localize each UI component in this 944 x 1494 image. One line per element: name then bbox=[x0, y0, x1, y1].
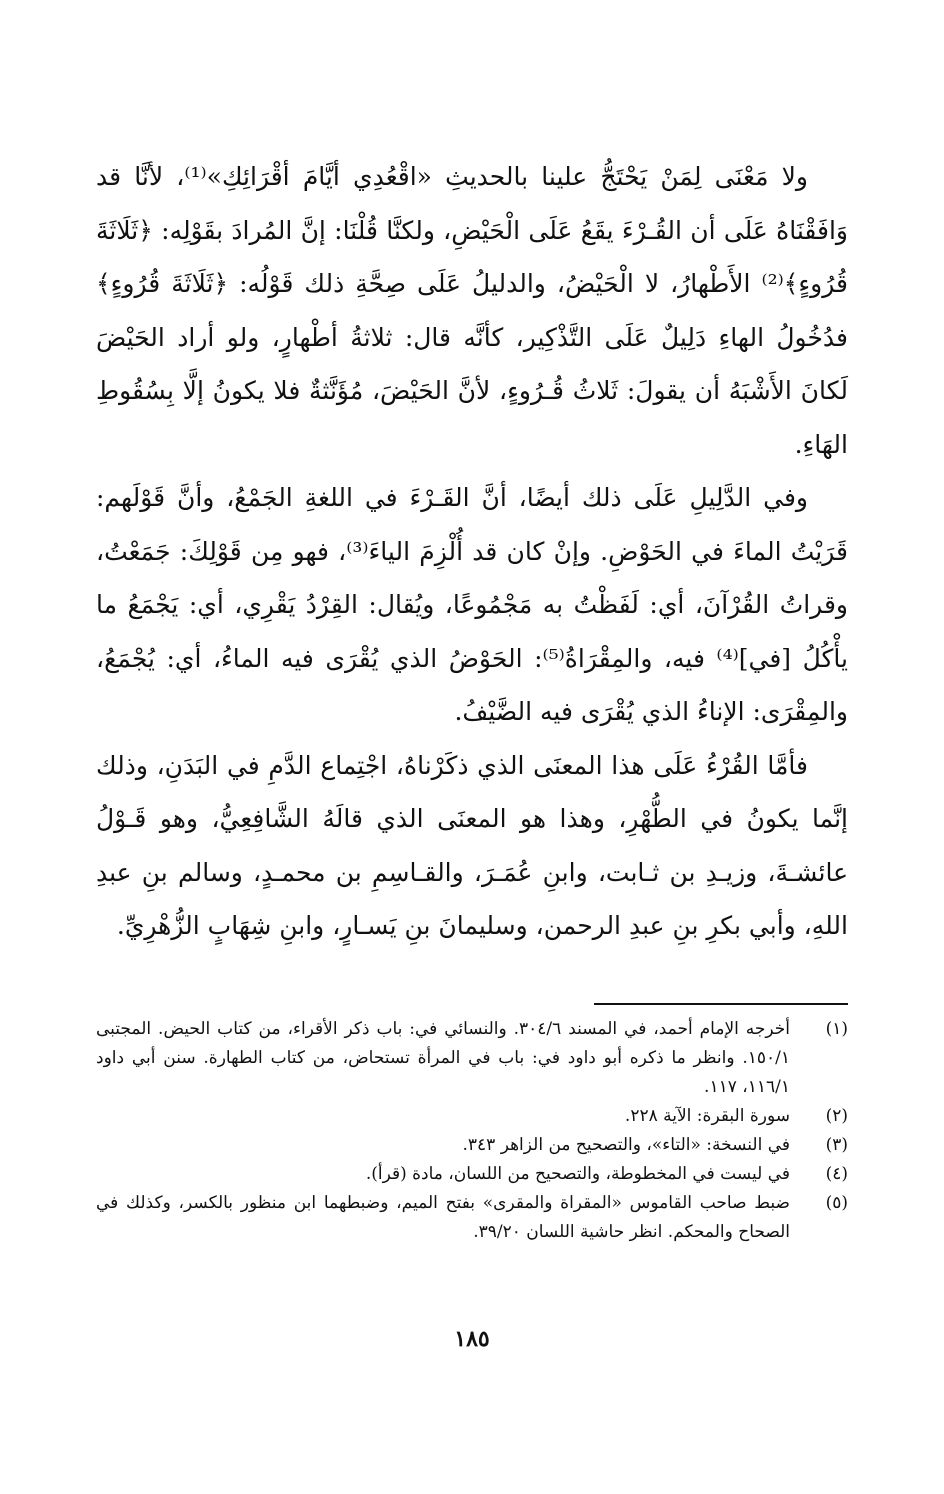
footnote-number: (١) bbox=[825, 1019, 848, 1039]
footnote-number: (٥) bbox=[825, 1193, 848, 1213]
footnote-text: سورة البقرة: الآية ٢٢٨. bbox=[624, 1106, 790, 1126]
page-number: ١٨٥ bbox=[454, 1326, 490, 1352]
footnotes bbox=[96, 1015, 848, 1247]
footnote-5 bbox=[96, 1189, 848, 1247]
footnote-3 bbox=[96, 1131, 848, 1160]
paragraph-1: ولا مَعْنَى لِمَنْ يَحْتَجُّ علينا بالحديثِ «اقْعُدِي أيَّامَ أقْرَائِكِ»⁽¹⁾، لأنَّا قد وَافَقْنَاهُ عَلَى أن القُـرْءَ يقَعُ عَلَى الْحَيْضِ، ولكنَّا قُلْنَا: إنَّ المُرادَ بقَوْلِه: ﴿ثَلَاثَةَ قُرُوءٍ﴾⁽²⁾ الأَطْهارُ، لا الْحَيْضُ، والدليلُ عَلَى صِحَّةِ ذلك قَوْلُه: ﴿ثَلَاثَةَ قُرُوءٍ﴾ فدُخُولُ الهاءِ دَلِيلٌ عَلَى التَّذْكِير، كأنَّه قال: ثلاثةُ أطْهارٍ، ولو أراد الحَيْضَ لَكانَ الأَشْبَهُ أن يقولَ: ثَلاثُ قُـرُوءٍ، لأنَّ الحَيْضَ، مُؤَنَّثةٌ فلا يكونُ إلَّا بِسُقُوطِ الهَاءِ. bbox=[96, 162, 848, 459]
footnote-separator bbox=[594, 1003, 848, 1005]
footnote-number: (٣) bbox=[825, 1135, 848, 1155]
main-text bbox=[96, 150, 848, 953]
footnote-2 bbox=[96, 1102, 848, 1131]
paragraph-2: وفي الدَّلِيلِ عَلَى ذلك أيضًا، أنَّ القَـرْءَ في اللغةِ الجَمْعُ، وأنَّ قَوْلَهم: قَرَيْتُ الماءَ في الحَوْضِ. وإنْ كان قد أُلْزِمَ الياءَ⁽³⁾، فهو مِن قَوْلِكَ: جَمَعْتُ، وقراتُ القُرْآنَ، أي: لَفَظْتُ به مَجْمُوعًا، ويُقال: القِرْدُ يَقْرِي، أي: يَجْمَعُ ما يأْكُلُ [في]⁽⁴⁾ فيه، والمِقْرَاةُ⁽⁵⁾: الحَوْضُ الذي يُقْرَى فيه الماءُ، أي: يُجْمَعُ، والمِقْرَى: الإناءُ الذي يُقْرَى فيه الضَّيْفُ. bbox=[96, 483, 848, 726]
footnote-4 bbox=[96, 1160, 848, 1189]
footnote-number: (٤) bbox=[825, 1164, 848, 1184]
footnote-text: في ليست في المخطوطة، والتصحيح من اللسان، مادة (قرأ). bbox=[365, 1164, 790, 1184]
footnote-1 bbox=[96, 1015, 848, 1102]
footnote-text: في النسخة: «التاء»، والتصحيح من الزاهر ٣٤٣. bbox=[462, 1135, 790, 1155]
footnote-number: (٢) bbox=[825, 1106, 848, 1126]
footnote-text: ضبط صاحب القاموس «المقراة والمقرى» بفتح الميم، وضبطهما ابن منظور بالكسر، وكذلك في الصحاح والمحكم. انظر حاشية اللسان ٣٩/٢٠. bbox=[96, 1193, 790, 1242]
paragraph-3: فأمَّا القُرْءُ عَلَى هذا المعنَى الذي ذكَرْناهُ، اجْتِماع الدَّمِ في البَدَنِ، وذلك إنَّما يكونُ في الطُّهْرِ، وهذا هو المعنَى الذي قالَهُ الشَّافِعِيُّ، وهو قَـوْلُ عائشـةَ، وزيـدِ بن ثـابت، وابنِ عُمَـرَ، والقـاسِمِ بن محمـدٍ، وسالم بنِ عبدِ اللهِ، وأبي بكرِ بنِ عبدِ الرحمن، وسليمانَ بنِ يَسـارٍ، وابنِ شِهَابٍ الزُّهْرِيِّ. bbox=[96, 750, 848, 940]
footnote-text: أخرجه الإمام أحمد، في المسند ٣٠٤/٦. والنسائي في: باب ذكر الأقراء، من كتاب الحيض. المجتبى ١٥٠/١. وانظر ما ذكره أبو داود في: باب في المرأة تستحاض، من كتاب الطهارة. سنن أبي داود ١١٦/١، ١١٧. bbox=[96, 1019, 791, 1097]
